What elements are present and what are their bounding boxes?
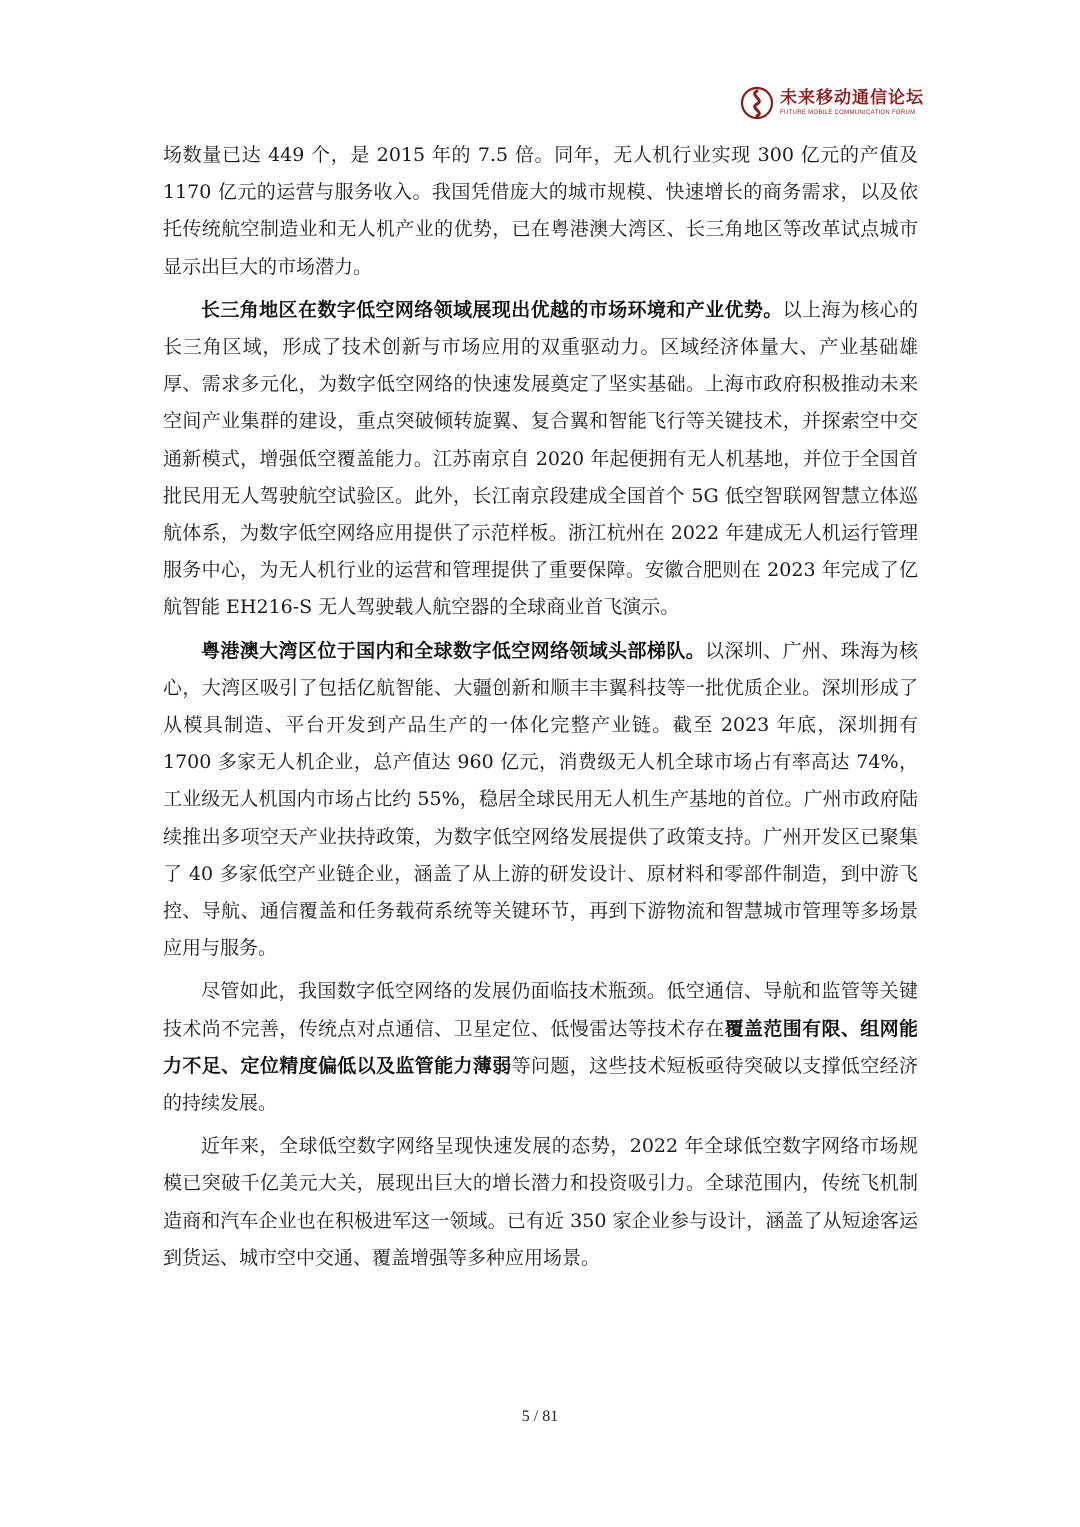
logo-text xyxy=(780,90,924,116)
forum-logo-icon xyxy=(740,86,774,120)
paragraph-4-emphasis: 覆盖范围有限、组网能力不足、定位精度偏低以及监管能力薄弱 xyxy=(163,1017,918,1077)
logo-title-en: FUTURE MOBILE COMMUNICATION FORUM xyxy=(780,110,916,116)
paragraph-4-text-a: 尽管如此，我国数字低空网络的发展仍面临技术瓶颈。低空通信、导航和监管等关键技术尚不完善，传统点对点通信、卫星定位、低慢雷达等技术存在 xyxy=(163,980,918,1040)
paragraph-4-text-b: 等问题，这些技术短板亟待突破以支撑低空经济的持续发展。 xyxy=(163,1054,918,1115)
paragraph-1 xyxy=(163,137,918,286)
logo-title-cn: 未来移动通信论坛 xyxy=(780,88,924,108)
page-number: 5 / 81 xyxy=(521,1408,559,1425)
paragraph-2-text: 以上海为核心的长三角区域，形成了技术创新与市场应用的双重驱动力。区域经济体量大、产业基础雄厚、需求多元化，为数字低空网络的快速发展奠定了坚实基础。上海市政府积极推动未来空间产业集群的建设，重点突破倾转旋翼、复合翼和智能飞行等关键技术，并探索空中交通新模式，增强低空覆盖能力。江苏南京自 2020 年起便拥有无人机基地，并位于全国首批民用无人驾驶航空试验区。此外，长江南京段建成全国首个 5G 低空智联网智慧立体巡航体系，为数字低空网络应用提供了示范样板。浙江杭州在 2022 年建成无人机运行管理服务中心，为无人机行业的运营和管理提供了重要保障。安徽合肥则在 2023 年完成了亿航智能 EH216-S 无人驾驶载人航空器的全球商业首飞演示。 xyxy=(163,298,918,619)
paragraph-3-text: 以深圳、广州、珠海为核心，大湾区吸引了包括亿航智能、大疆创新和顺丰丰翼科技等一批优质企业。深圳形成了从模具制造、平台开发到产品生产的一体化完整产业链。截至 2023 年底，深圳拥有 1700 多家无人机企业，总产值达 960 亿元，消费级无人机全球市场占有率高达 74%，工业级无人机国内市场占比约 55%，稳居全球民用无人机生产基地的首位。广州市政府陆续推出多项空天产业扶持政策，为数字低空网络发展提供了政策支持。广州开发区已聚集了 40 多家低空产业链企业，涵盖了从上游的研发设计、原材料和零部件制造，到中游飞控、导航、通信覆盖和任务载荷系统等关键环节，再到下游物流和智慧城市管理等多场景应用与服务。 xyxy=(163,639,918,960)
paragraph-3-heading: 粤港澳大湾区位于国内和全球数字低空网络领域头部梯队。 xyxy=(201,639,706,662)
paragraph-2 xyxy=(163,292,918,627)
paragraph-5-text: 近年来，全球低空数字网络呈现快速发展的态势，2022 年全球低空数字网络市场规模已突破千亿美元大关，展现出巨大的增长潜力和投资吸引力。全球范围内，传统飞机制造商和汽车企业也在积极进军这一领域。已有近 350 家企业参与设计，涵盖了从短途客运到货运、城市空中交通、覆盖增强等多种应用场景。 xyxy=(163,1135,918,1269)
document-body xyxy=(163,137,918,1283)
paragraph-5 xyxy=(163,1128,918,1277)
paragraph-4 xyxy=(163,973,918,1122)
paragraph-1-text: 场数量已达 449 个，是 2015 年的 7.5 倍。同年，无人机行业实现 300 亿元的产值及 1170 亿元的运营与服务收入。我国凭借庞大的城市规模、快速增长的商务需求，以及依托传统航空制造业和无人机产业的优势，已在粤港澳大湾区、长三角地区等改革试点城市显示出巨大的市场潜力。 xyxy=(163,144,918,278)
page-header xyxy=(740,86,924,120)
paragraph-2-heading: 长三角地区在数字低空网络领域展现出优越的市场环境和产业优势。 xyxy=(201,298,783,321)
paragraph-3 xyxy=(163,633,918,968)
